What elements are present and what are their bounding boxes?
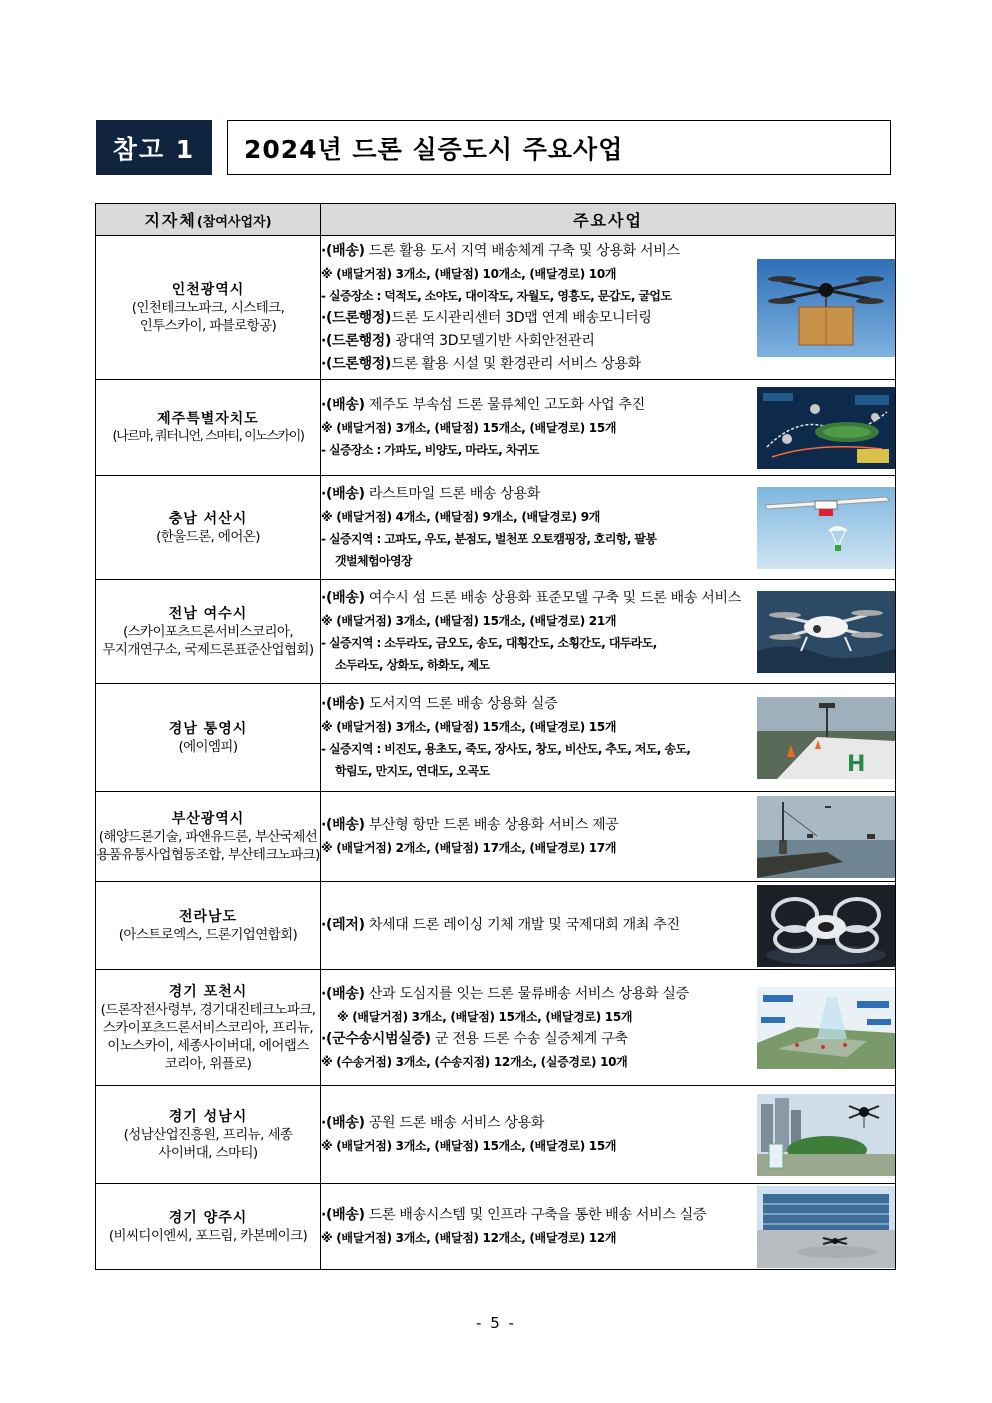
- municipality-name: 경기 양주시: [168, 1209, 248, 1226]
- municipality-cell: [96, 970, 321, 1086]
- table-row: [96, 684, 896, 792]
- project-text: 라스트마일 드론 배송 상용화: [364, 486, 540, 502]
- projects-cell: [321, 1184, 896, 1270]
- municipality-name: 경기 성남시: [168, 1108, 248, 1125]
- building-drone-photo: [757, 1186, 895, 1268]
- project-category: ·(드론행정): [321, 355, 392, 372]
- col-municipality-header: [96, 204, 321, 236]
- project-category: ·(군수송시범실증): [321, 1030, 431, 1047]
- projects-cell: [321, 792, 896, 882]
- site-list: [321, 528, 751, 572]
- municipality-name: 전남 여수시: [168, 605, 248, 622]
- stats-note: ※ (배달거점) 3개소, (배달점) 12개소, (배달경로) 12개: [321, 1231, 617, 1245]
- project-line: [321, 1112, 751, 1135]
- municipality-cell: [96, 476, 321, 580]
- site-list-text: - 실증지역 : 소두라도, 금오도, 송도, 대횡간도, 소횡간도, 대두라도,: [321, 636, 657, 650]
- participant-line: (인천테크노파크, 시스테크,: [131, 299, 285, 316]
- stats-note: ※ (배달거점) 2개소, (배달점) 17개소, (배달경로) 17개: [321, 841, 617, 855]
- municipality-name: 전라남도: [178, 908, 238, 925]
- reference-badge: 참고 1: [96, 120, 212, 175]
- project-line: [321, 1028, 751, 1051]
- table-row: [96, 476, 896, 580]
- site-list-text: - 실증장소 : 덕적도, 소야도, 대이작도, 자월도, 영흥도, 문갑도, 굴업도: [321, 288, 672, 303]
- stats-note: ※ (배달거점) 3개소, (배달점) 15개소, (배달경로) 15개: [321, 1139, 617, 1153]
- municipality-name: 경기 포천시: [168, 983, 248, 1000]
- projects-cell: [321, 380, 896, 476]
- project-text: 산과 도심지를 잇는 드론 물류배송 서비스 상용화 실증: [364, 985, 689, 1002]
- municipality-cell: [96, 684, 321, 792]
- page-title: 2024년 드론 실증도시 주요사업: [227, 120, 891, 175]
- participant-line: (아스트로엑스, 드론기업연합회): [118, 926, 298, 943]
- project-text: 군 전용 드론 수송 실증체계 구축: [430, 1030, 628, 1047]
- project-text: 드론 활용 시설 및 환경관리 서비스 상용화: [391, 355, 641, 372]
- project-line: [321, 240, 751, 263]
- project-text: 제주도 부속섬 드론 물류체인 고도화 사업 추진: [364, 397, 645, 413]
- stats-note: ※ (배달거점) 3개소, (배달점) 10개소, (배달경로) 10개: [321, 266, 617, 281]
- project-line: [321, 307, 751, 330]
- project-text: 드론 활용 도서 지역 배송체계 구축 및 상용화 서비스: [364, 242, 680, 259]
- document-header: [96, 120, 892, 175]
- participant-line: 사이버대, 스마티): [158, 1144, 258, 1161]
- site-list: [321, 439, 751, 461]
- project-line: [321, 983, 751, 1006]
- participant-line: (한울드론, 에어온): [156, 528, 260, 545]
- logistics-diagram: [757, 987, 895, 1069]
- table-row: [96, 970, 896, 1086]
- project-text: 드론 도시관리센터 3D맵 연계 배송모니터링: [391, 309, 652, 326]
- participant-line: (비씨디이엔씨, 포드림, 카본메이크): [108, 1227, 308, 1244]
- table-row: [96, 380, 896, 476]
- participant-line: (나르마, 쿼터니언, 스마티, 이노스카이): [112, 428, 304, 444]
- table-header-row: [96, 204, 896, 236]
- table-row: [96, 1086, 896, 1184]
- municipality-name: 충남 서산시: [168, 510, 248, 527]
- site-list-text: - 실증지역 : 비진도, 용초도, 죽도, 장사도, 창도, 비산도, 추도, 저도, 송도,: [321, 742, 691, 756]
- project-text: 부산형 항만 드론 배송 상용화 서비스 제공: [364, 817, 619, 833]
- projects-cell: [321, 1086, 896, 1184]
- parachute-drop-photo: [757, 487, 895, 569]
- stats-note: ※ (배달거점) 3개소, (배달점) 15개소, (배달경로) 15개: [337, 1009, 633, 1024]
- project-line: [321, 693, 751, 716]
- project-line: [321, 1204, 751, 1227]
- page-number: - 5 -: [476, 1314, 516, 1332]
- participant-line: (드론작전사령부, 경기대진테크노파크,: [100, 1001, 316, 1018]
- project-line: [321, 814, 751, 837]
- racing-drone-render: [757, 885, 895, 967]
- table-row: [96, 1184, 896, 1270]
- participant-line: (스카이포츠드론서비스코리아,: [122, 623, 294, 640]
- harbor-ship-photo: [757, 796, 895, 878]
- park-drone-photo: [757, 1094, 895, 1176]
- projects-cell: [321, 882, 896, 970]
- project-text: 공원 드론 배송 서비스 상용화: [364, 1115, 545, 1131]
- site-list-continued: 학림도, 만지도, 연대도, 오곡도: [335, 764, 490, 778]
- site-list: [321, 738, 751, 782]
- projects-cell: [321, 970, 896, 1086]
- stats-note: ※ (배달거점) 3개소, (배달점) 15개소, (배달경로) 21개: [321, 614, 617, 628]
- site-list-text: - 실증장소 : 가파도, 비양도, 마라도, 차귀도: [321, 443, 539, 457]
- project-text: 도서지역 드론 배송 상용화 실증: [364, 696, 558, 712]
- municipality-cell: [96, 1184, 321, 1270]
- participant-line: (성남산업진흥원, 프리뉴, 세종: [123, 1126, 293, 1143]
- project-line: [321, 353, 751, 376]
- stats-note: ※ (배달거점) 3개소, (배달점) 15개소, (배달경로) 15개: [321, 720, 617, 734]
- project-line: [321, 483, 751, 506]
- project-category: ·(배송): [321, 696, 365, 712]
- projects-cell: [321, 684, 896, 792]
- project-category: ·(배송): [321, 242, 365, 259]
- municipality-cell: [96, 1086, 321, 1184]
- project-category: ·(배송): [321, 397, 365, 413]
- participant-line: 인투스카이, 파블로항공): [139, 317, 277, 334]
- table-row: [96, 882, 896, 970]
- quadcopter-photo: [757, 591, 895, 673]
- participant-line: 코리아, 위플로): [164, 1055, 252, 1072]
- stats-note: ※ (배달거점) 3개소, (배달점) 15개소, (배달경로) 15개: [321, 421, 617, 435]
- project-category: ·(배송): [321, 590, 365, 606]
- projects-cell: [321, 236, 896, 380]
- site-list-text: - 실증지역 : 고파도, 우도, 분점도, 벌천포 오토캠핑장, 호리항, 팔봉: [321, 532, 657, 546]
- municipality-cell: [96, 580, 321, 684]
- helipad-photo: [757, 697, 895, 779]
- project-category: ·(배송): [321, 985, 365, 1002]
- municipality-name: 경남 통영시: [168, 720, 248, 737]
- project-category: ·(레저): [321, 917, 365, 933]
- project-category: ·(배송): [321, 1115, 365, 1131]
- municipality-cell: [96, 792, 321, 882]
- site-list: [321, 632, 751, 676]
- project-category: ·(배송): [321, 486, 365, 502]
- cargo-drone-photo: [757, 259, 895, 357]
- col1-header-sub: (참여사업자): [196, 215, 272, 230]
- projects-cell: [321, 476, 896, 580]
- col-projects-header: 주요사업: [321, 204, 896, 236]
- project-text: 광대역 3D모델기반 사회안전관리: [391, 332, 595, 349]
- participant-line: 스카이포츠드론서비스코리아, 프리뉴,: [102, 1019, 314, 1036]
- projects-table: [95, 203, 896, 1270]
- participant-line: 무지개연구소, 국제드론표준산업협회): [102, 641, 314, 658]
- stats-note: ※ (배달거점) 4개소, (배달점) 9개소, (배달경로) 9개: [321, 510, 601, 524]
- site-list: [321, 285, 751, 307]
- project-line: [321, 394, 751, 417]
- table-row: [96, 792, 896, 882]
- municipality-cell: [96, 380, 321, 476]
- col1-header-label: 지자체: [144, 211, 197, 230]
- site-list-continued: 소두라도, 상화도, 하화도, 제도: [335, 658, 490, 672]
- municipality-name: 인천광역시: [171, 281, 245, 298]
- project-category: ·(배송): [321, 1207, 365, 1223]
- participant-line: (해양드론기술, 파앤유드론, 부산국제선: [98, 828, 318, 845]
- table-row: [96, 236, 896, 380]
- table-row: [96, 580, 896, 684]
- project-category: ·(드론행정): [321, 309, 392, 326]
- participant-line: (에이엠피): [178, 738, 238, 755]
- project-line: [321, 330, 751, 353]
- svg-text:H: H: [847, 751, 866, 777]
- project-text: 여수시 섬 드론 배송 상용화 표준모델 구축 및 드론 배송 서비스: [364, 590, 741, 606]
- project-text: 차세대 드론 레이싱 기체 개발 및 국제대회 개최 추진: [364, 917, 680, 933]
- project-category: ·(배송): [321, 817, 365, 833]
- municipality-name: 제주특별자치도: [157, 410, 259, 427]
- stats-note: ※ (수송거점) 3개소, (수송지점) 12개소, (실증경로) 10개: [321, 1054, 628, 1069]
- participant-line: 용품유통사업협동조합, 부산테크노파크): [96, 846, 320, 863]
- project-category: ·(드론행정): [321, 332, 392, 349]
- project-text: 드론 배송시스템 및 인프라 구축을 통한 배송 서비스 실증: [364, 1207, 707, 1223]
- projects-cell: [321, 580, 896, 684]
- site-list-continued: 갯벌체험아영장: [335, 554, 412, 568]
- municipality-name: 부산광역시: [171, 810, 245, 827]
- municipality-cell: [96, 236, 321, 380]
- project-line: [321, 914, 751, 937]
- project-line: [321, 587, 751, 610]
- participant-line: 이노스카이, 세종사이버대, 에어랩스: [107, 1037, 309, 1054]
- municipality-cell: [96, 882, 321, 970]
- jeju-route-map: [757, 387, 895, 469]
